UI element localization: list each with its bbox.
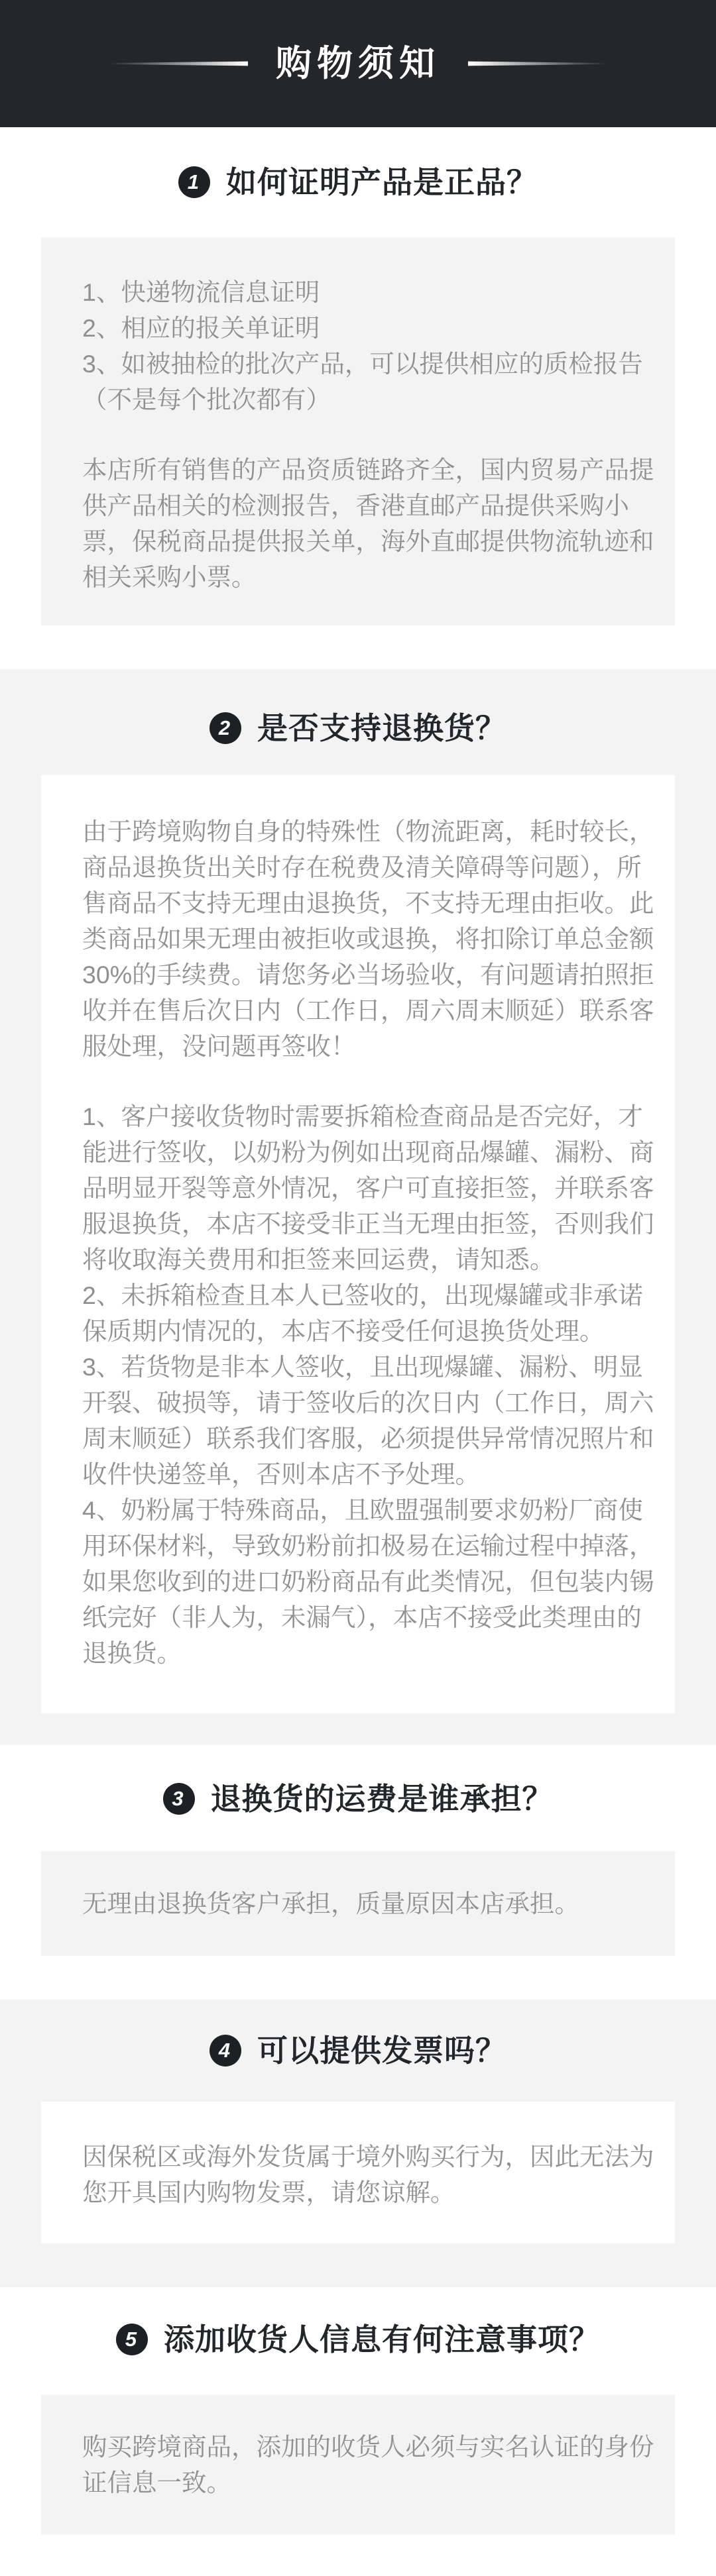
page-title: 购物须知: [276, 44, 440, 83]
section-3-heading: [0, 1782, 716, 1815]
paragraph: 本店所有销售的产品资质链路齐全，国内贸易产品提供产品相关的检测报告，香港直邮产品提供采购小票，保税商品提供报关单，海外直邮提供物流轨迹和相关采购小票。: [82, 456, 654, 591]
section-1-content-box: [41, 237, 675, 625]
section-2-content-box: [41, 775, 675, 1713]
section-recipient-info: [0, 2323, 716, 2535]
section-2-number-badge: 2: [209, 712, 241, 744]
section-2-heading: [0, 712, 716, 745]
section-invoice: [0, 2000, 716, 2287]
list-item: 2、未拆箱检查且本人已签收的，出现爆罐或非承诺保质期内情况的，本店不接受任何退换货处理。: [82, 1281, 643, 1345]
section-shipping-fee: [0, 1782, 716, 1956]
title-decor-line-left: [107, 61, 248, 66]
section-1-number-badge: 1: [178, 166, 210, 198]
paragraph: 因保税区或海外发货属于境外购买行为，因此无法为您开具国内购物发票，请您谅解。: [82, 2143, 654, 2206]
section-4-title: 可以提供发票吗？: [257, 2033, 507, 2068]
section-5-number-badge: 5: [116, 2324, 148, 2355]
section-2-title: 是否支持退换货？: [257, 711, 507, 745]
section-3-content-box: [41, 1851, 675, 1956]
list-item: 1、客户接收货物时需要拆箱检查商品是否完好，才能进行签收，以奶粉为例如出现商品爆罐、漏粉、商品明显开裂等意外情况，客户可直接拒签，并联系客服退换货，本店不接受非正当无理由拒签，否则我们将收取海关费用和拒签来回运费，请知悉。: [82, 1102, 654, 1273]
paragraph: 由于跨境购物自身的特殊性（物流距离，耗时较长，商品退换货出关时存在税费及清关障碍等问题），所售商品不支持无理由退换货，不支持无理由拒收。此类商品如果无理由被拒收或退换，将扣除订单总金额30%的手续费。请您务必当场验收，有问题请拍照拒收并在售后次日内（工作日，周六周末顺延）联系客服处理，没问题再签收！: [82, 818, 654, 1060]
list-item: 2、相应的报关单证明: [82, 314, 320, 342]
section-returns: [0, 669, 716, 1745]
paragraph: 无理由退换货客户承担，质量原因本店承担。: [82, 1890, 579, 1917]
section-4-number-badge: 4: [209, 2035, 241, 2066]
list-item: 3、若货物是非本人签收，且出现爆罐、漏粉、明显开裂、破损等，请于签收后的次日内（工作日，周六周末顺延）联系我们客服，必须提供异常情况照片和收件快递签单，否则本店不予处理。: [82, 1353, 654, 1488]
section-4-content-box: [41, 2102, 675, 2243]
paragraph: 购买跨境商品，添加的收货人必须与实名认证的身份证信息一致。: [82, 2433, 654, 2496]
section-5-heading: [0, 2323, 716, 2356]
page-header: [0, 0, 716, 127]
section-1-title: 如何证明产品是正品？: [226, 165, 538, 199]
section-5-content-box: [41, 2394, 675, 2535]
list-item: 4、奶粉属于特殊商品，且欧盟强制要求奶粉厂商使用环保材料，导致奶粉前扣极易在运输过程中掉落，如果您收到的进口奶粉商品有此类情况，但包装内锡纸完好（非人为，未漏气），本店不接受此类理由的退换货。: [82, 1496, 654, 1667]
section-1-heading: [0, 166, 716, 199]
section-3-number-badge: 3: [163, 1783, 195, 1815]
section-5-title: 添加收货人信息有何注意事项？: [164, 2322, 600, 2357]
list-item: 1、快递物流信息证明: [82, 278, 320, 306]
section-authenticity: [0, 166, 716, 625]
list-item: 3、如被抽检的批次产品，可以提供相应的质检报告（不是每个批次都有）: [82, 350, 643, 413]
section-4-heading: [0, 2034, 716, 2067]
section-3-title: 退换货的运费是谁承担？: [210, 1782, 554, 1816]
title-decor-line-right: [468, 61, 609, 66]
